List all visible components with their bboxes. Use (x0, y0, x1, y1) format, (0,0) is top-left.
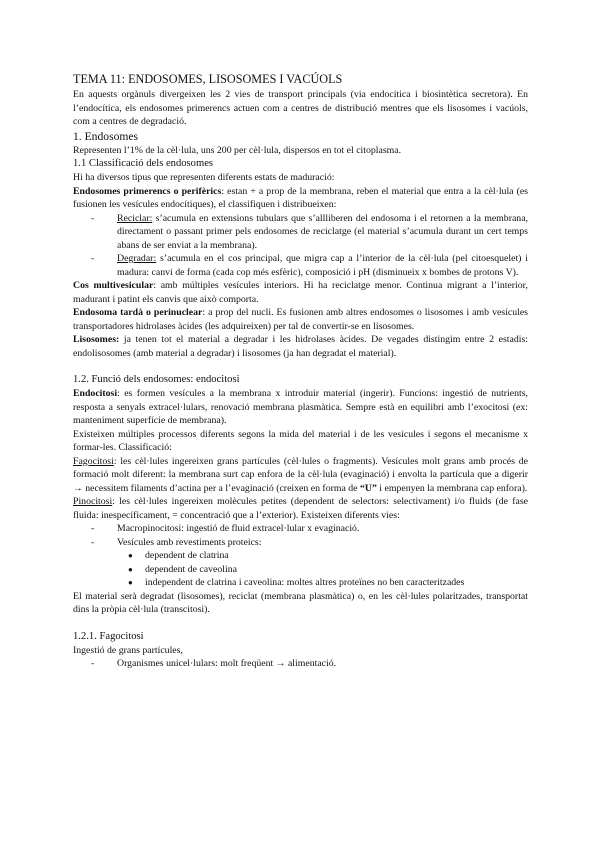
processos-paragraph: Existeixen múltiples processos diferents segons la mida del material i de les vesícules i segons el mecanisme x formar-les. Classificació: (73, 428, 528, 453)
tardio-text: : a prop del nucli. Es fusionen amb altres endosomes o lisosomes i amb vesícules transportadores hidrolases àcides (les adquireixen) per tal de convertir-se en lisosomes. (73, 307, 528, 332)
macropinocitosi-text: Macropinocitosi: ingestió de fluid extracel·lular x evaginació. (117, 523, 360, 534)
unicellular-text: Organismes unicel·lulars: molt freqüent → alimentació. (117, 658, 337, 669)
primerencs-paragraph (73, 185, 528, 212)
pinocitosi-text: : les cèl·lules ingereixen molècules petites (dependent de selectors: selectivament) i/o fluids (de fase fluida: inespecíficament, = concentració que a l’exterior). Existeixen diferents vies: (73, 496, 528, 521)
unicellular-item (73, 657, 528, 671)
spacer (73, 617, 528, 630)
section-1-1-lead: Hi ha diversos tipus que representen diferents estats de maduració: (73, 172, 335, 183)
intro-paragraph: En aquests orgànuls divergeixen les 2 vies de transport principals (via endocítica i biosintètica secretora). En l’endocítica, els endosomes primerencs actuen com a centres de distribució mentres que els lisosomes i vacúols, com a centres de degradació. (73, 89, 528, 127)
tardio-paragraph (73, 306, 528, 333)
degradar-item (73, 252, 528, 279)
dash-marker: - (91, 658, 95, 669)
dash-marker: - (91, 536, 95, 548)
fagocitosi-text-a: : les cèl·lules ingereixen grans partícules (cèl·lules o fragments). Vesícules molt grans amb procés de formació molt diferent: la membrana surt cap enfora de la cèl·lula (evaginació) i envolta la partícula que a digerir → necessitem filaments d’actina per a l’evaginació (creixen en forma de (73, 455, 528, 494)
bullet-icon: ● (128, 551, 133, 560)
spacer (73, 360, 528, 373)
document-page (73, 72, 528, 671)
multivesicular-paragraph (73, 279, 528, 306)
endocitosi-term: Endocitosi (73, 388, 118, 399)
dash-marker: - (91, 523, 95, 534)
fagocitosi-paragraph (73, 455, 528, 496)
tardio-term: Endosoma tardà o perinuclear (73, 307, 203, 318)
document-title: TEMA 11: ENDOSOMES, LISOSOMES I VACÚOLS (73, 72, 343, 86)
reciclar-term: Reciclar: (117, 212, 153, 224)
bullet-icon: ● (128, 564, 133, 574)
vesicules-item (73, 536, 528, 550)
bullet-text: independent de clatrina i caveolina: moltes altres proteïnes no ben caracteritzades (145, 577, 465, 588)
section-1-1-heading: 1.1 Classificació dels endosomes (73, 158, 214, 169)
lisosomes-paragraph (73, 333, 528, 360)
primerencs-term: Endosomes primerencs o perifèrics (73, 185, 222, 197)
bullet-text: dependent de clatrina (145, 550, 229, 561)
dash-marker: - (91, 253, 95, 264)
pinocitosi-paragraph (73, 495, 528, 522)
macropinocitosi-item (73, 522, 528, 536)
fagocitosi-text-b: i empenyen la membrana cap enfora). (376, 482, 528, 494)
multivesicular-term: Cos multivesicular (73, 280, 154, 291)
section-1-2-1-lead: Ingestió de grans partícules, (73, 644, 183, 656)
primerencs-text: : estan + a prop de la membrana, reben el material que entra a la cèl·lula (es fusionen les vesícules endocítiques), el classifiquen i distribueixen: (73, 185, 528, 210)
fagocitosi-u-shape: “U” (359, 482, 377, 494)
closing-paragraph: El material serà degradat (lisosomes), reciclat (membrana plasmàtica) o, en les cèl·lules polaritzades, transportat dins la pròpia cèl·lula (transcitosi). (73, 590, 528, 615)
bullet-item (73, 576, 528, 590)
degradar-text: s’acumula en el cos principal, que migra cap a l’interior de la cèl·lula (pel citoesquelet) i madura: canvi de forma (cada cop més esfèric), composició i pH (disminueix x bombes de protons V). (117, 253, 528, 278)
degradar-term: Degradar: (117, 253, 157, 264)
reciclar-item (73, 212, 528, 253)
lisosomes-term: Lisosomes: (73, 334, 120, 345)
lisosomes-text: ja tenen tot el material a degradar i les hidrolases àcides. De vegades distingim entre 2 estadis: endolisosomes (amb material a degradar) i lisosomes (ja han degradat el material). (73, 334, 528, 359)
vesicules-text: Vesícules amb revestiments proteics: (117, 536, 262, 548)
fagocitosi-term: Fagocitosi (73, 455, 114, 467)
bullet-item (73, 549, 528, 563)
multivesicular-text: : amb múltiples vesícules interiors. Hi ha reciclatge menor. Continua migrant a l’interior, madurant i patint els canvis que això comporta. (73, 280, 528, 305)
bullet-item (73, 563, 528, 577)
pinocitosi-term: Pinocitosi (73, 496, 113, 507)
bullet-text: dependent de caveolina (145, 563, 237, 575)
section-1-text: Representen l’1% de la cèl·lula, uns 200 per cèl·lula, dispersos en tot el citoplasma. (73, 144, 402, 156)
reciclar-text: s’acumula en extensions tubulars que s’allliberen del endosoma i el retornen a la membrana, directament o passant primer pels endosomes de reciclatge (el material s’acumula durant un cert temps abans de ser enviat a la membrana). (117, 212, 528, 251)
section-1-2-heading: 1.2. Funció dels endosomes: endocitosi (73, 374, 240, 385)
bullet-icon: ● (128, 578, 133, 587)
endocitosi-text: : es formen vesícules a la membrana x introduir material (ingerir). Funcions: ingestió de nutrients, resposta a senyals extracel·lulars, renovació membrana plasmàtica. Sempre està en equilibri amb l’exocitosi (ex: manteniment superfície de membrana). (73, 388, 528, 426)
section-1-heading: 1. Endosomes (73, 129, 139, 143)
endocitosi-paragraph (73, 387, 528, 428)
dash-marker: - (91, 212, 95, 224)
section-1-2-1-heading: 1.2.1. Fagocitosi (73, 630, 144, 642)
